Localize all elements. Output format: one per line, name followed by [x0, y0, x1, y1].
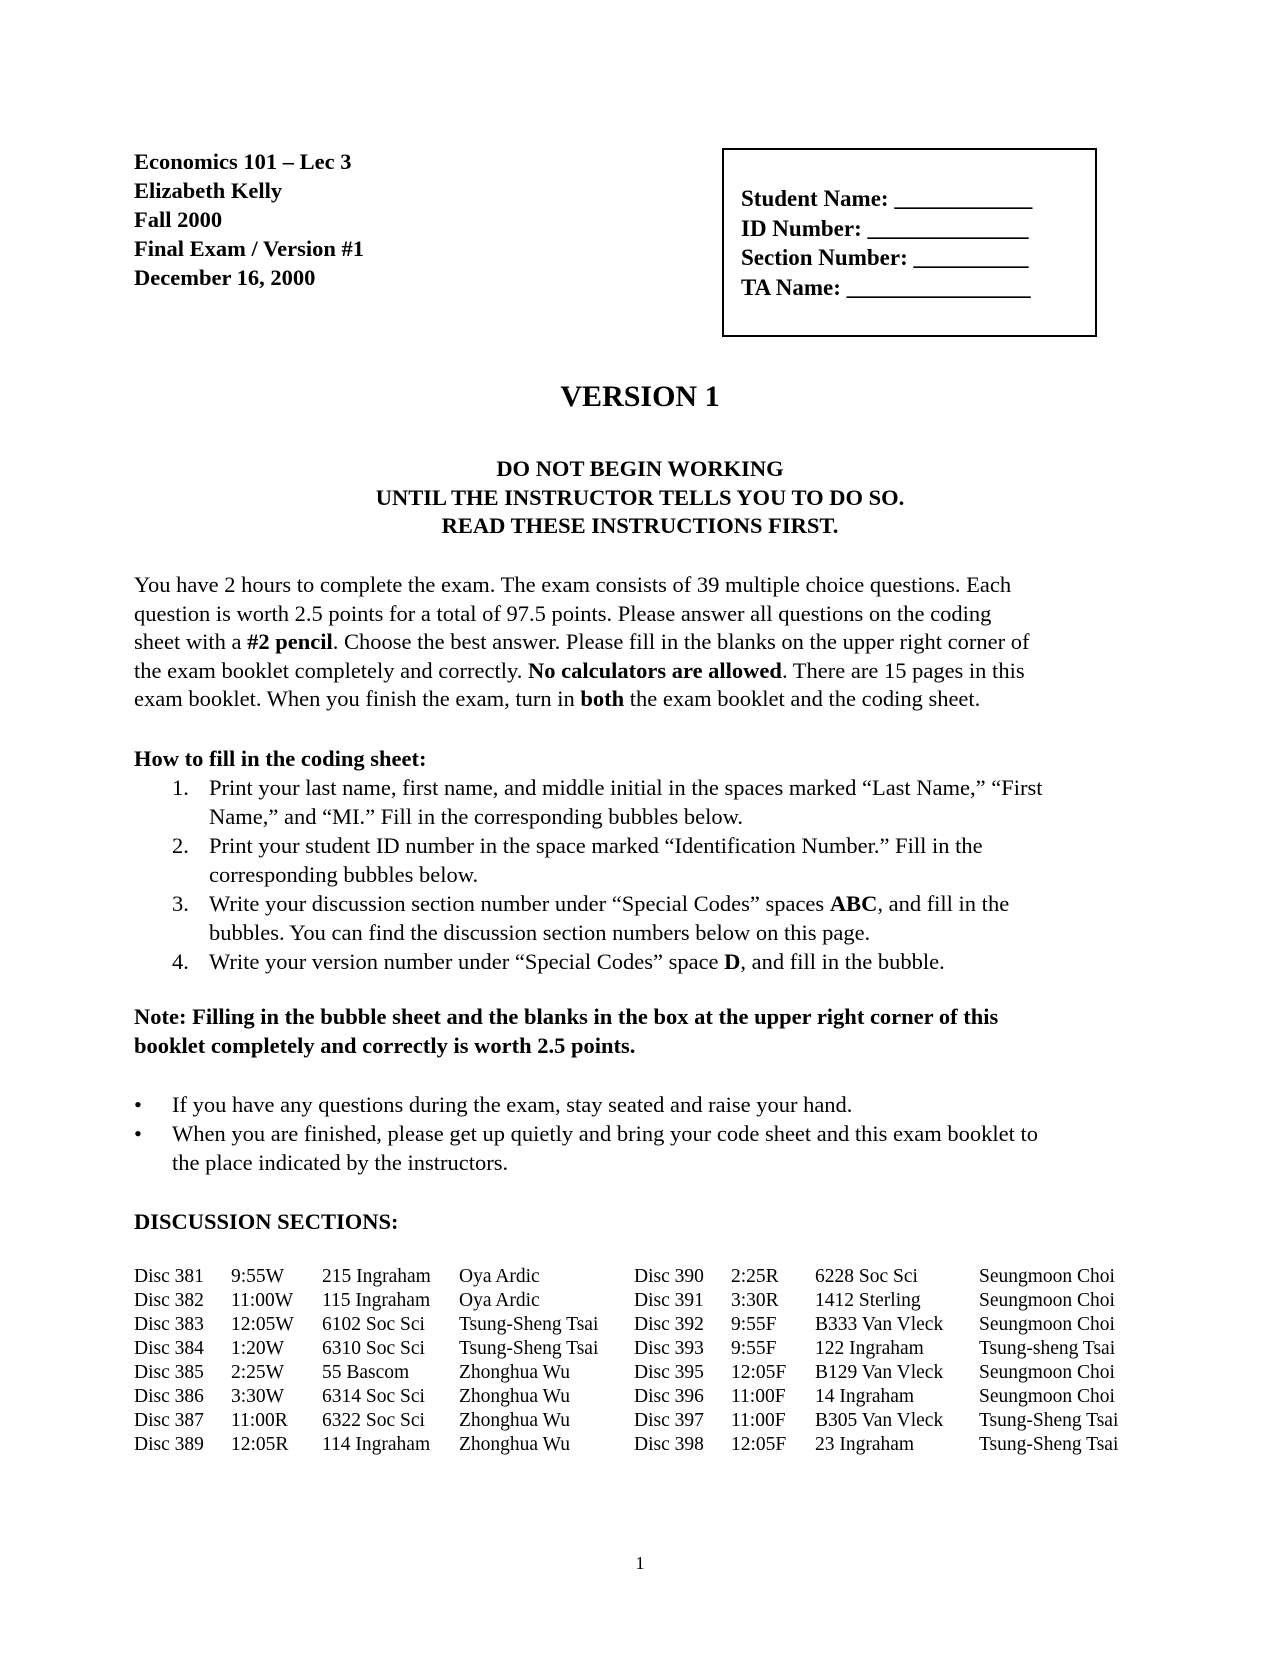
- step-text: Name,” and “MI.” Fill in the corresponding bubbles below.: [209, 804, 744, 829]
- section-time: 11:00W: [231, 1290, 294, 1311]
- section-time: 3:30R: [731, 1290, 779, 1311]
- section-room: 23 Ingraham: [815, 1434, 915, 1455]
- version-title: VERSION 1: [560, 380, 720, 413]
- section-code: Disc 393: [634, 1338, 704, 1359]
- section-ta: Tsung-Sheng Tsai: [979, 1410, 1119, 1431]
- coding-sheet-heading: How to fill in the coding sheet:: [134, 746, 427, 771]
- step-number: 3.: [172, 891, 189, 916]
- text-span: the exam booklet and the coding sheet.: [624, 686, 981, 711]
- section-room: 115 Ingraham: [322, 1290, 431, 1311]
- step-number: 1.: [172, 775, 189, 800]
- instructions-paragraph: [134, 571, 1144, 714]
- section-room: 6228 Soc Sci: [815, 1266, 918, 1287]
- student-name-field: Student Name: ____________: [741, 186, 1033, 211]
- text-span: Write your discussion section number under “Special Codes” spaces: [209, 891, 830, 916]
- abc-emphasis: ABC: [829, 891, 878, 916]
- section-room: 55 Bascom: [322, 1362, 410, 1383]
- section-code: Disc 398: [634, 1434, 704, 1455]
- exam-version: Final Exam / Version #1: [134, 236, 365, 261]
- bullet-text: the place indicated by the instructors.: [172, 1150, 509, 1175]
- d-emphasis: D: [724, 949, 741, 974]
- list-item: [134, 831, 1144, 889]
- text-span: exam booklet. When you finish the exam, turn in: [134, 686, 581, 711]
- section-time: 12:05F: [731, 1434, 787, 1455]
- list-item: [134, 889, 1144, 947]
- pencil-emphasis: #2 pencil: [247, 629, 333, 654]
- paragraph-line: You have 2 hours to complete the exam. The exam consists of 39 multiple choice questions. Each: [134, 572, 1012, 597]
- discussion-sections-heading: DISCUSSION SECTIONS:: [134, 1209, 399, 1234]
- section-time: 11:00F: [731, 1410, 786, 1431]
- section-ta: Seungmoon Choi: [979, 1314, 1115, 1335]
- section-code: Disc 391: [634, 1290, 704, 1311]
- id-number-field: ID Number: ______________: [741, 215, 1029, 241]
- section-ta: Seungmoon Choi: [979, 1290, 1115, 1311]
- section-room: B129 Van Vleck: [815, 1362, 944, 1383]
- section-code: Disc 392: [634, 1314, 704, 1335]
- text-span: Write your version number under “Special Codes” space: [209, 949, 725, 974]
- section-room: B305 Van Vleck: [815, 1410, 944, 1431]
- bullet-icon: •: [134, 1092, 142, 1117]
- step-number: 2.: [172, 833, 189, 858]
- step-text: Print your student ID number in the space marked “Identification Number.” Fill in the: [209, 833, 983, 858]
- section-time: 2:25R: [731, 1266, 779, 1287]
- warning-line: READ THESE INSTRUCTIONS FIRST.: [441, 513, 839, 538]
- section-code: Disc 381: [134, 1266, 204, 1287]
- step-text: corresponding bubbles below.: [209, 862, 479, 887]
- section-ta: Seungmoon Choi: [979, 1386, 1115, 1407]
- section-time: 9:55F: [731, 1314, 777, 1335]
- section-time: 1:20W: [231, 1338, 285, 1359]
- text-span: , and fill in the bubble.: [740, 949, 945, 974]
- section-time: 12:05F: [731, 1362, 787, 1383]
- section-ta: Oya Ardic: [459, 1290, 540, 1311]
- list-item: [134, 1090, 1144, 1119]
- section-room: 6102 Soc Sci: [322, 1314, 425, 1335]
- paragraph-line: [134, 657, 1144, 686]
- list-item: [134, 1119, 1144, 1177]
- step-text: Print your last name, first name, and middle initial in the spaces marked “Last Name,” “First: [209, 775, 1043, 800]
- calculator-emphasis: No calculators are allowed: [528, 657, 782, 683]
- section-number-field: Section Number: __________: [741, 245, 1029, 270]
- bullet-text: If you have any questions during the exam, stay seated and raise your hand.: [172, 1092, 853, 1117]
- section-code: Disc 385: [134, 1362, 204, 1383]
- section-ta: Seungmoon Choi: [979, 1266, 1115, 1287]
- section-code: Disc 384: [134, 1338, 204, 1359]
- section-time: 11:00F: [731, 1386, 786, 1407]
- text-span: sheet with a: [134, 629, 248, 654]
- section-code: Disc 390: [634, 1266, 704, 1287]
- paragraph-line: [134, 628, 1144, 657]
- list-item: [134, 947, 1144, 976]
- section-ta: Zhonghua Wu: [459, 1434, 570, 1455]
- text-span: the exam booklet completely and correctly.: [134, 657, 529, 683]
- section-ta: Zhonghua Wu: [459, 1362, 570, 1383]
- section-room: 6310 Soc Sci: [322, 1338, 425, 1359]
- section-code: Disc 395: [634, 1362, 704, 1383]
- section-time: 3:30W: [231, 1386, 285, 1407]
- step-number: 4.: [172, 949, 189, 974]
- grading-note: [134, 1003, 998, 1060]
- section-code: Disc 396: [634, 1386, 704, 1407]
- note-line: Note: Filling in the bubble sheet and the blanks in the box at the upper right corner of this: [134, 1004, 999, 1029]
- list-item: [134, 773, 1144, 831]
- text-span: . There are 15 pages in this: [781, 657, 1025, 683]
- section-room: 6322 Soc Sci: [322, 1410, 425, 1431]
- section-ta: Tsung-sheng Tsai: [979, 1338, 1116, 1359]
- section-ta: Oya Ardic: [459, 1266, 540, 1287]
- section-time: 2:25W: [231, 1362, 285, 1383]
- section-code: Disc 387: [134, 1410, 204, 1431]
- coding-steps-list: [134, 773, 1144, 976]
- note-line: booklet completely and correctly is worth 2.5 points.: [134, 1032, 636, 1058]
- step-text: [209, 947, 1144, 976]
- both-emphasis: both: [580, 686, 625, 711]
- section-time: 9:55W: [231, 1266, 285, 1287]
- exam-date: December 16, 2000: [134, 265, 316, 290]
- section-ta: Zhonghua Wu: [459, 1386, 570, 1407]
- paragraph-line: question is worth 2.5 points for a total of 97.5 points. Please answer all questions on the coding: [134, 600, 992, 626]
- section-code: Disc 386: [134, 1386, 204, 1407]
- warning-block: [0, 455, 1280, 541]
- bullet-text: When you are finished, please get up quietly and bring your code sheet and this exam booklet to: [172, 1121, 1039, 1146]
- section-ta: Tsung-Sheng Tsai: [459, 1314, 599, 1335]
- step-text: [209, 889, 1144, 918]
- section-code: Disc 397: [634, 1410, 704, 1431]
- course-title: Economics 101 – Lec 3: [134, 149, 352, 174]
- section-room: 122 Ingraham: [815, 1338, 924, 1359]
- section-room: 1412 Sterling: [815, 1290, 921, 1311]
- section-ta: Tsung-Sheng Tsai: [979, 1434, 1119, 1455]
- section-ta: Seungmoon Choi: [979, 1362, 1115, 1383]
- term: Fall 2000: [134, 207, 223, 232]
- section-room: 215 Ingraham: [322, 1266, 431, 1287]
- paragraph-line: [134, 685, 1144, 714]
- step-text: bubbles. You can find the discussion section numbers below on this page.: [209, 920, 871, 945]
- section-time: 12:05W: [231, 1314, 294, 1335]
- section-room: B333 Van Vleck: [815, 1314, 944, 1335]
- warning-line: UNTIL THE INSTRUCTOR TELLS YOU TO DO SO.: [375, 484, 905, 510]
- section-time: 12:05R: [231, 1434, 289, 1455]
- section-code: Disc 389: [134, 1434, 204, 1455]
- section-code: Disc 383: [134, 1314, 204, 1335]
- text-span: . Choose the best answer. Please fill in the blanks on the upper right corner of: [332, 629, 1030, 654]
- bullet-icon: •: [134, 1121, 142, 1146]
- section-time: 9:55F: [731, 1338, 777, 1359]
- ta-name-field: TA Name: ________________: [741, 274, 1031, 300]
- exam-header: [134, 147, 364, 292]
- section-room: 6314 Soc Sci: [322, 1386, 425, 1407]
- section-code: Disc 382: [134, 1290, 204, 1311]
- instructor-name: Elizabeth Kelly: [134, 178, 283, 203]
- section-time: 11:00R: [231, 1410, 288, 1431]
- section-ta: Zhonghua Wu: [459, 1410, 570, 1431]
- page-number: 1: [635, 1553, 645, 1573]
- section-ta: Tsung-Sheng Tsai: [459, 1338, 599, 1359]
- warning-line: DO NOT BEGIN WORKING: [496, 456, 784, 481]
- text-span: , and fill in the: [877, 891, 1010, 916]
- section-room: 114 Ingraham: [322, 1434, 431, 1455]
- rules-bullet-list: [134, 1090, 1144, 1177]
- student-info-box: [722, 148, 1097, 337]
- section-room: 14 Ingraham: [815, 1386, 915, 1407]
